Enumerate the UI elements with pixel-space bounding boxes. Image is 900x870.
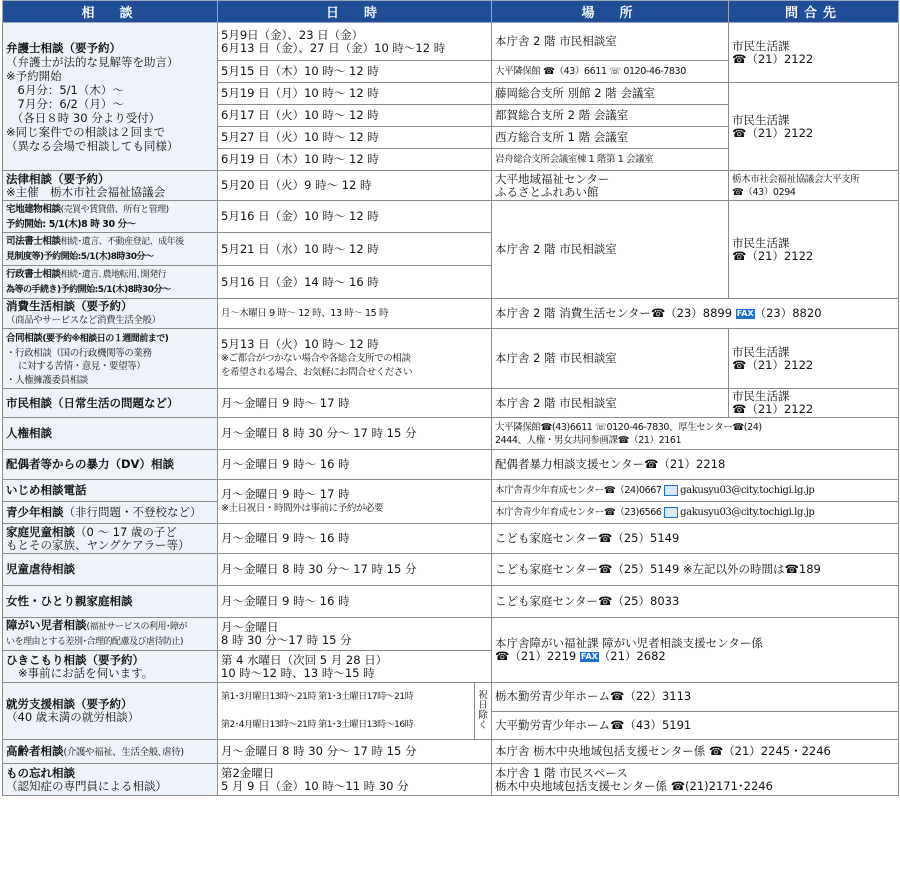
family-child-consult-cell: [3, 524, 218, 554]
table-row: [3, 524, 899, 554]
legal-consult-title: 法律相談（要予約）: [6, 171, 110, 186]
place-cell: 都賀総合支所 2 階 会議室: [492, 105, 729, 127]
place-text: 本庁舎青少年育成センター☎（24)0667: [495, 485, 662, 496]
date-cell: 月～金曜日 9 時～ 17 時: [218, 389, 492, 418]
date-text: 5月9日（金）、23 日（金）: [221, 27, 364, 42]
note-line: ・行政相談（国の行政機関等の業務: [6, 347, 152, 359]
header-datetime: 日 時: [218, 1, 492, 23]
place-cell: 本庁舎 2 階 市民相談室: [492, 329, 729, 389]
date-text: 5 月 9 日（金）10 時～11 時 30 分: [221, 778, 409, 793]
scrivener-consult-cell: [3, 233, 218, 266]
note-line: に対する苦情・意見・要望等）: [18, 360, 146, 372]
holiday-note: 祝日除く: [474, 683, 491, 739]
email-link[interactable]: gakusyu03@city.tochigi.lg.jp: [680, 485, 815, 496]
consultation-table: [2, 0, 899, 796]
date-cell: [218, 618, 492, 651]
place-text: 2444、人権・男女共同参画課☎（21）2161: [495, 434, 682, 446]
child-abuse-consult-cell: [3, 554, 218, 586]
note-line: （各日８時 30 分より受付）: [6, 110, 161, 125]
consult-title: いじめ相談電話: [6, 483, 87, 497]
note-line: （認知症の専門員による相談）: [6, 778, 167, 793]
contact-phone: ☎（21）2122: [732, 248, 814, 263]
note-line: 相続･遺言､農地転用､開発行: [60, 270, 167, 280]
fax-number: （21）2682: [598, 649, 666, 663]
place-text: 本庁舎 2 階 消費生活センター☎（23）8899: [495, 306, 733, 320]
date-cell: 5月16 日（金）10 時～ 12 時: [218, 201, 492, 233]
note-line: （0 ～ 17 歳の子ど: [75, 524, 177, 539]
note-line: もとその家族、ヤングケアラー等）: [6, 537, 190, 552]
dementia-consult-cell: [3, 764, 218, 796]
place-cell: 大平隣保館 ☎（43）6611 ☏ 0120-46-7830: [492, 61, 729, 83]
place-cell: [492, 502, 899, 524]
place-text: 栃木中央地域包括支援センター係 ☎(21)2171･2246: [495, 778, 773, 793]
reservation-note: 見制度等)予約開始:5/1(木)8時30分～: [6, 252, 154, 262]
note-line: (福祉サービスの利用･障が: [86, 622, 188, 632]
table-row: [3, 23, 899, 61]
place-cell: 本庁舎 2 階 市民相談室: [492, 389, 729, 418]
note-line: ※土日祝日・時間外は事前に予約が必要: [221, 503, 384, 514]
email-link[interactable]: gakusyu03@city.tochigi.lg.jp: [680, 507, 815, 518]
women-consult-cell: [3, 586, 218, 618]
date-text: 第1･3月曜日13時～21時 第1･3土曜日17時～21時: [221, 691, 414, 702]
reservation-note: 予約開始: 5/1(木)8 時 30 分～: [6, 219, 136, 230]
consult-title: 人権相談: [6, 426, 52, 440]
reservation-note: 為等の手続き)予約開始:5/1(木)8時30分～: [6, 285, 171, 295]
date-cell: 月～金曜日 8 時 30 分～ 17 時 15 分: [218, 740, 492, 764]
date-cell: [218, 23, 492, 61]
note-line: （40 歳未満の就労相談）: [6, 710, 140, 724]
place-cell: 岩舟総合支所会議室棟 1 階第 1 会議室: [492, 149, 729, 171]
note-line: ※主催 栃木市社会福祉協議会: [6, 184, 166, 199]
bullying-consult-cell: [3, 480, 218, 502]
consult-title: 行政書士相談: [6, 269, 61, 280]
note-line: ※予約開始: [6, 68, 62, 83]
table-row: [3, 740, 899, 764]
date-cell: 5月15 日（木）10 時～ 12 時: [218, 61, 492, 83]
legal-consult-cell: [3, 171, 218, 201]
date-text: 10 時～12 時、13 時～15 時: [221, 665, 375, 680]
mail-icon: [664, 485, 678, 496]
date-cell: 月～金曜日 9 時～ 16 時: [218, 524, 492, 554]
date-text: 第2･4月曜日13時～21時 第1･3土曜日13時～16時: [221, 719, 414, 730]
table-row: [3, 201, 899, 233]
hikikomori-consult-cell: [3, 651, 218, 683]
consult-title: 消費生活相談（要予約）: [6, 299, 133, 313]
place-text: 本庁舎障がい福祉課 障がい児者相談支援センター係: [495, 636, 763, 650]
date-cell: 月～金曜日 9 時～ 16 時: [218, 450, 492, 480]
consult-title: 高齢者相談: [6, 743, 64, 758]
place-cell: 本庁舎 栃木中央地域包括支援センター係 ☎（21）2245・2246: [492, 740, 899, 764]
table-row: [3, 480, 899, 502]
consult-title: 合同相談: [6, 332, 43, 344]
contact-dept: 市民生活課: [732, 112, 790, 127]
header-row: [3, 1, 899, 23]
contact-cell: [729, 389, 899, 418]
admin-scrivener-consult-cell: [3, 266, 218, 299]
table-row: [3, 329, 899, 389]
note-line: 相続･遺言、不動産登記、成年後: [60, 237, 184, 247]
contact-phone: ☎（21）2122: [732, 125, 814, 140]
date-text: 5月13 日（火）10 時～ 12 時: [221, 337, 379, 351]
place-cell: [492, 171, 729, 201]
note-line: ※同じ案件での相談は２回まで: [6, 124, 166, 139]
note-line: （非行問題・不登校など）: [63, 505, 202, 519]
table-row: [3, 554, 899, 586]
date-cell: [218, 480, 492, 524]
date-cell: 5月16 日（金）14 時～ 16 時: [218, 266, 492, 299]
place-text: 本庁舎青少年育成センター☎（23)6566: [495, 507, 662, 518]
contact-dept: 市民生活課: [732, 344, 790, 359]
consumer-consult-cell: [3, 299, 218, 329]
reservation-note: (要予約※相談日の１週間前まで): [42, 333, 169, 344]
date-text: 第2金曜日: [221, 765, 275, 780]
joint-consult-cell: [3, 329, 218, 389]
table-row: [3, 586, 899, 618]
citizen-consult-cell: [3, 389, 218, 418]
contact-cell: [729, 201, 899, 299]
date-cell: [218, 683, 492, 740]
disability-consult-cell: [3, 618, 218, 651]
elderly-consult-cell: [3, 740, 218, 764]
consult-title: 女性・ひとり親家庭相談: [6, 594, 133, 608]
note-line: ・人権擁護委員相談: [6, 374, 88, 386]
date-text: 6月13 日（金）、27 日（金）10 時～12 時: [221, 40, 446, 55]
date-text: 月～金曜日: [221, 620, 279, 634]
date-cell: 6月17 日（火）10 時～ 12 時: [218, 105, 492, 127]
contact-cell: [729, 83, 899, 171]
place-cell: [492, 418, 899, 450]
contact-cell: [729, 171, 899, 201]
table-row: [3, 418, 899, 450]
phone-number: ☎（21）2219: [495, 649, 577, 663]
fax-icon: FAX: [580, 651, 598, 661]
contact-dept: 市民生活課: [732, 38, 790, 53]
consult-title: もの忘れ相談: [6, 765, 75, 780]
place-cell: [492, 299, 899, 329]
date-text: 月～金曜日 9 時～ 17 時: [221, 487, 350, 501]
employment-consult-cell: [3, 683, 218, 740]
consult-title: 青少年相談: [6, 505, 64, 519]
date-cell: 月～金曜日 8 時 30 分～ 17 時 15 分: [218, 554, 492, 586]
fax-number: （23）8820: [754, 306, 822, 320]
note-line: ※事前にお話を伺います。: [18, 665, 154, 680]
note-line: (介護や福祉、生活全般､虐待): [63, 746, 184, 758]
date-cell: 月～金曜日 9 時～ 16 時: [218, 586, 492, 618]
table-row: [3, 683, 899, 712]
note-line: (売買や賃貸借、所有と管理): [60, 205, 169, 215]
date-text: 8 時 30 分～17 時 15 分: [221, 633, 352, 647]
contact-phone: ☎（21）2122: [732, 51, 814, 66]
place-cell: 本庁舎 2 階 市民相談室: [492, 201, 729, 299]
place-text: 大平地域福祉センター: [495, 171, 610, 186]
header-contact: 問合先: [729, 1, 899, 23]
note-line: を希望される場合、お気軽にお問合せください: [221, 367, 413, 378]
date-cell: [218, 651, 492, 683]
table-row: [3, 389, 899, 418]
real-estate-consult-cell: [3, 201, 218, 233]
date-cell: 月～木曜日 9 時～ 12 時、13 時～ 15 時: [218, 299, 492, 329]
place-text: ふるさとふれあい館: [495, 184, 599, 199]
contact-phone: ☎（21）2122: [732, 402, 814, 416]
consult-title: 市民相談（日常生活の問題など）: [6, 395, 179, 410]
date-text: 第 4 水曜日（次回 5 月 28 日）: [221, 652, 388, 667]
date-cell: [218, 764, 492, 796]
note-line: 7月分：6/2（月）～: [6, 96, 124, 111]
header-place: 場 所: [492, 1, 729, 23]
note-line: 6月分：5/1（木）～: [6, 82, 124, 97]
contact-dept: 市民生活課: [732, 235, 790, 250]
date-cell: 5月19 日（月）10 時～ 12 時: [218, 83, 492, 105]
note-line: （商品やサービスなど消費生活全般）: [6, 315, 161, 326]
table-row: [3, 450, 899, 480]
place-cell: こども家庭センター☎（25）8033: [492, 586, 899, 618]
table-row: [3, 618, 899, 651]
place-cell: 藤岡総合支所 別館 2 階 会議室: [492, 83, 729, 105]
date-cell: 6月19 日（木）10 時～ 12 時: [218, 149, 492, 171]
table-row: [3, 764, 899, 796]
header-consultation: 相 談: [3, 1, 218, 23]
table-row: [3, 299, 899, 329]
consult-title: 障がい児者相談: [6, 618, 87, 632]
place-cell: [492, 764, 899, 796]
contact-dept: 栃木市社会福祉協議会大平支所: [732, 173, 860, 185]
fax-icon: FAX: [736, 308, 754, 318]
place-cell: [492, 480, 899, 502]
place-cell: こども家庭センター☎（25）5149: [492, 524, 899, 554]
contact-phone: ☎（21）2122: [732, 357, 814, 372]
place-cell: 配偶者暴力相談支援センター☎（21）2218: [492, 450, 899, 480]
consult-title: 家庭児童相談: [6, 524, 75, 539]
date-cell: 5月21 日（水）10 時～ 12 時: [218, 233, 492, 266]
date-cell: 5月20 日（火）9 時～ 12 時: [218, 171, 492, 201]
human-rights-consult-cell: [3, 418, 218, 450]
consult-title: 宅地建物相談: [6, 204, 61, 215]
contact-cell: [729, 329, 899, 389]
place-cell: 栃木勤労青少年ホーム☎（22）3113: [492, 683, 899, 712]
contact-cell: [729, 23, 899, 83]
contact-phone: ☎（43）0294: [732, 186, 796, 198]
place-text: 本庁舎 1 階 市民スペース: [495, 765, 628, 780]
lawyer-consult-title: 弁護士相談（要予約）: [6, 40, 121, 55]
place-cell: 大平勤労青少年ホーム☎（43）5191: [492, 711, 899, 740]
youth-consult-cell: [3, 502, 218, 524]
date-cell: 5月27 日（火）10 時～ 12 時: [218, 127, 492, 149]
table-row: [3, 171, 899, 201]
consult-title: ひきこもり相談（要予約）: [6, 652, 144, 667]
note-line: （異なる会場で相談しても同様）: [6, 138, 179, 153]
consult-title: 就労支援相談（要予約）: [6, 697, 133, 711]
note-line: ※ご都合がつかない場合や各総合支所での相談: [221, 353, 411, 364]
note-line: いを理由とする差別･合理的配慮及び虐待防止): [6, 637, 184, 647]
consult-title: 配偶者等からの暴力（DV）相談: [6, 457, 174, 471]
place-cell: こども家庭センター☎（25）5149 ※左記以外の時間は☎189: [492, 554, 899, 586]
dv-consult-cell: [3, 450, 218, 480]
place-cell: 西方総合支所 1 階 会議室: [492, 127, 729, 149]
lawyer-consult-cell: [3, 23, 218, 171]
contact-dept: 市民生活課: [732, 389, 790, 403]
note-line: （弁護士が法的な見解等を助言）: [6, 54, 179, 69]
place-cell: [492, 618, 899, 683]
place-cell: 本庁舎 2 階 市民相談室: [492, 23, 729, 61]
consult-title: 児童虐待相談: [6, 562, 75, 576]
consult-title: 司法書士相談: [6, 236, 61, 247]
place-text: 大平隣保館☎(43)6611 ☏0120-46-7830、厚生センター☎(24): [495, 421, 762, 433]
date-cell: [218, 329, 492, 389]
date-cell: 月～金曜日 8 時 30 分～ 17 時 15 分: [218, 418, 492, 450]
mail-icon: [664, 507, 678, 518]
